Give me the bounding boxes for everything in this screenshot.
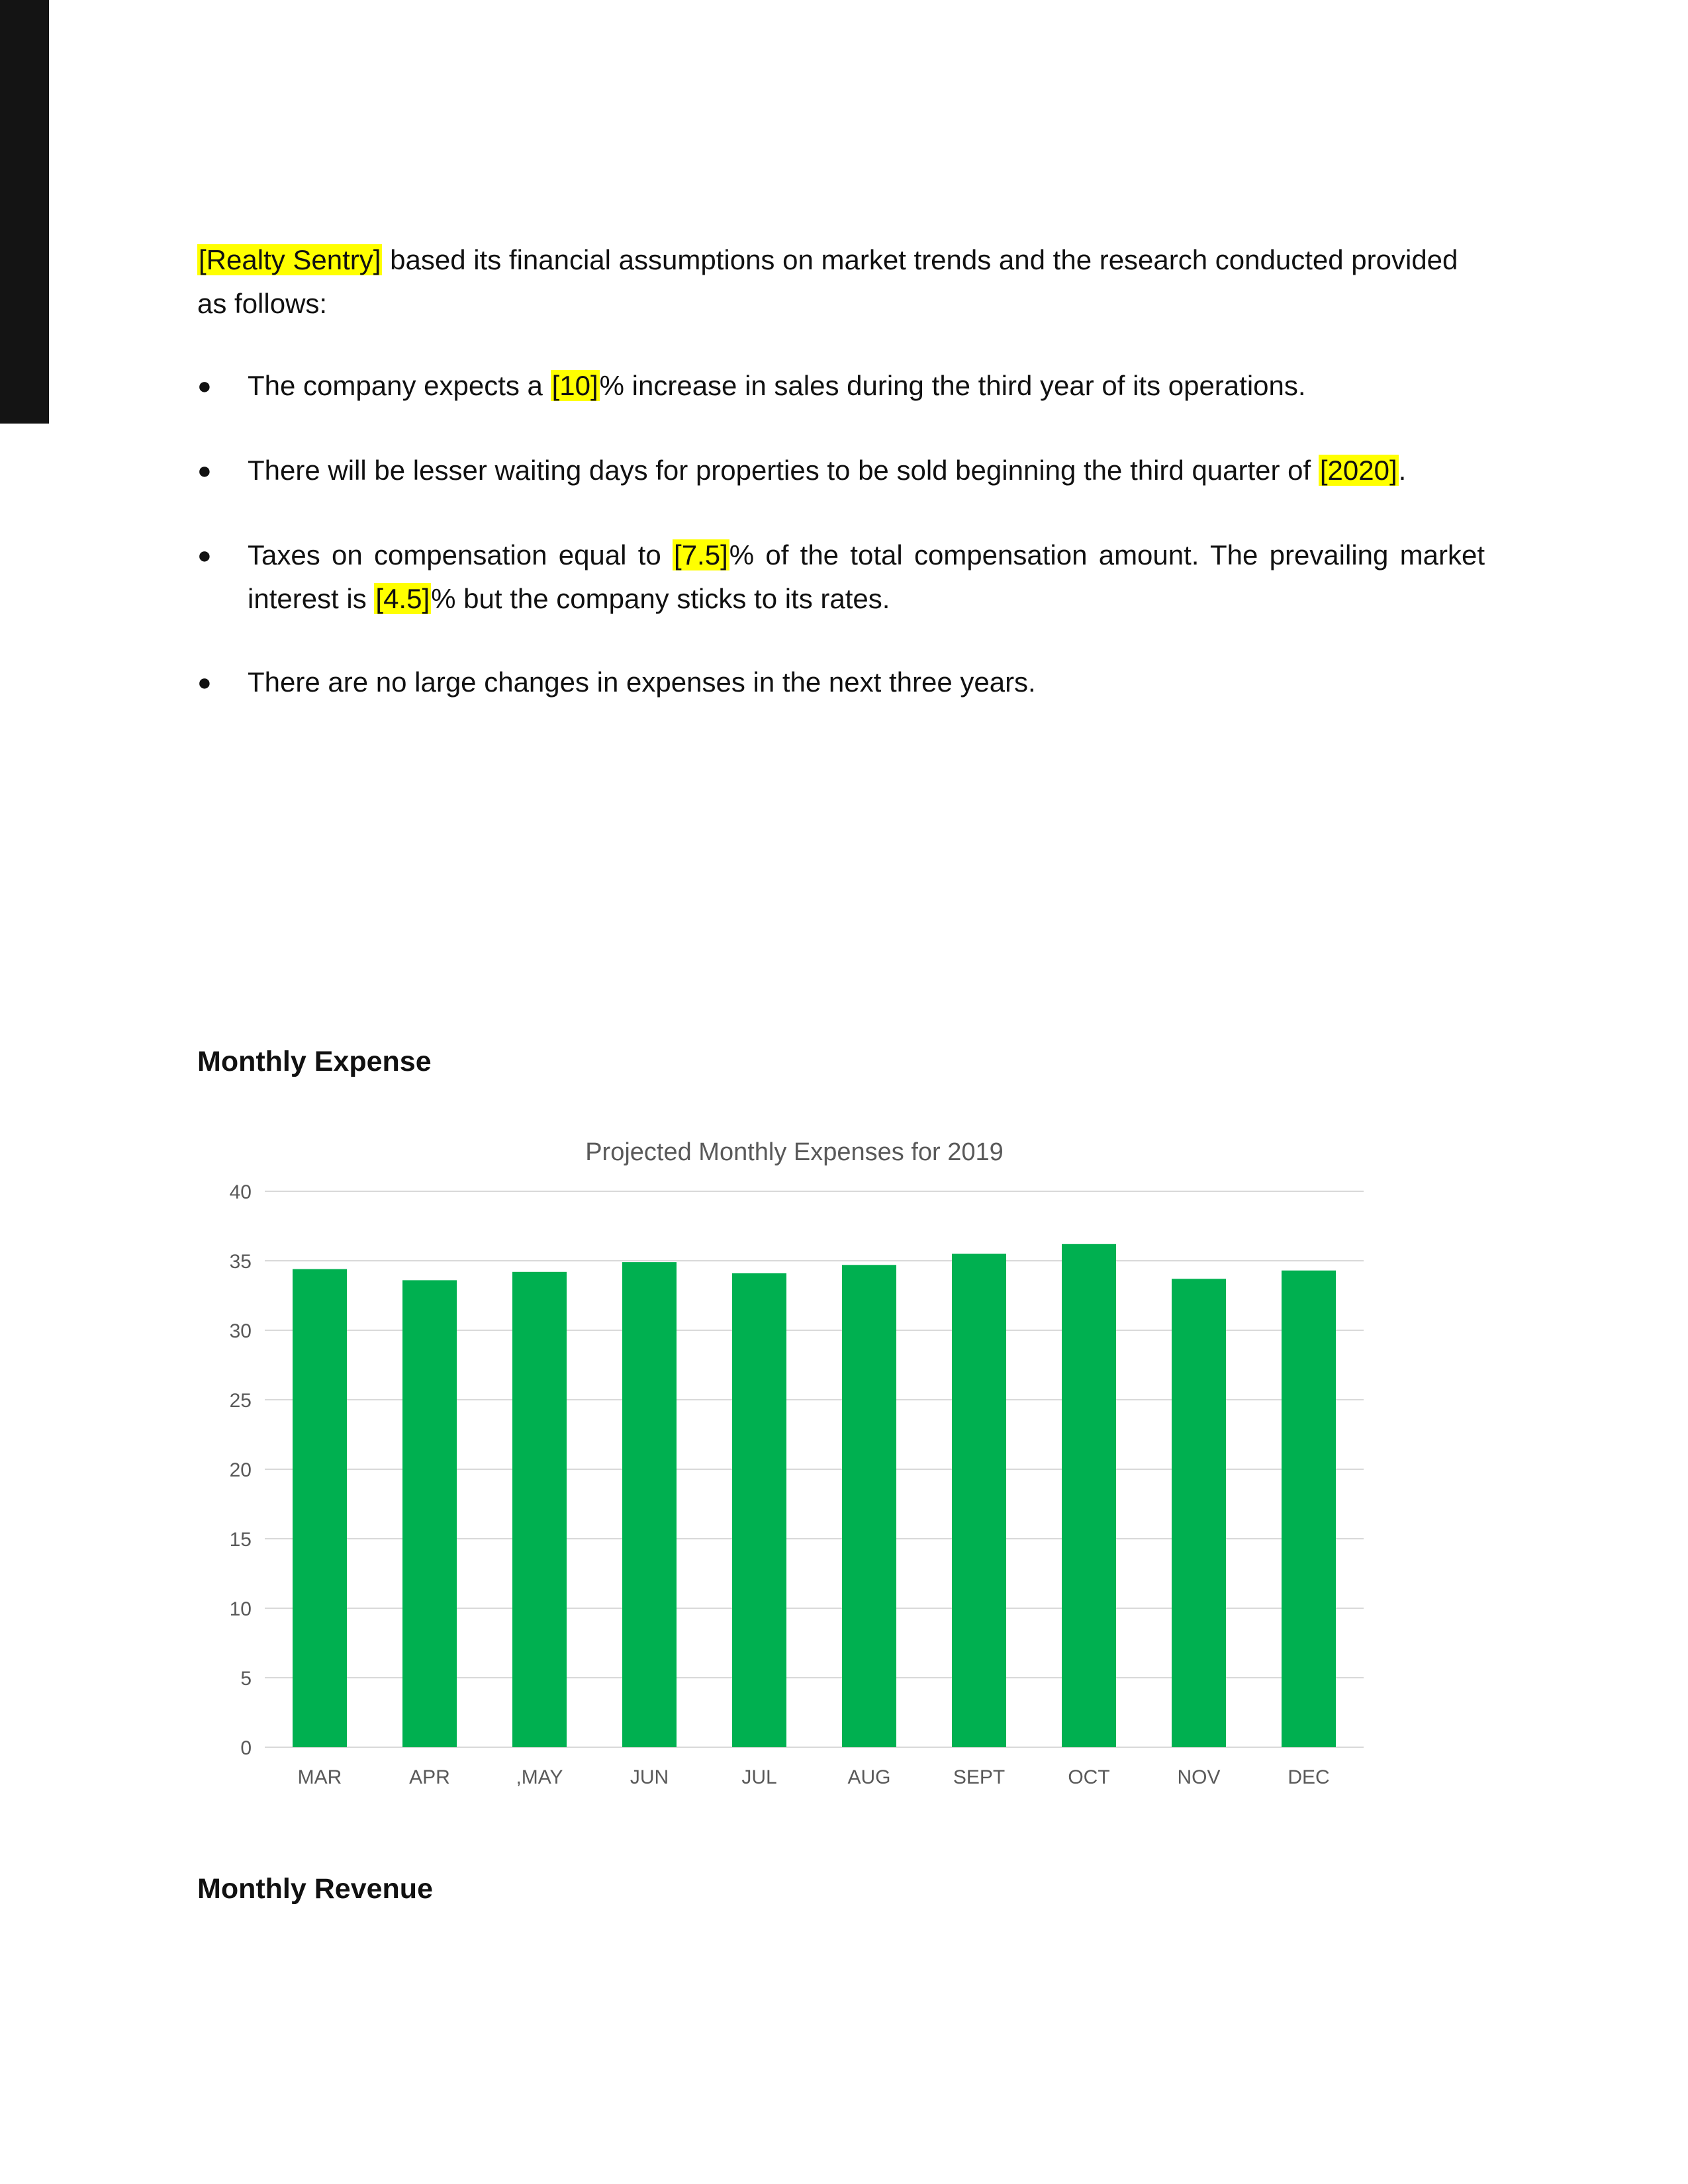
bar-sept	[952, 1254, 1006, 1748]
x-tick-label: JUN	[630, 1766, 669, 1788]
value-highlight: [10]	[551, 370, 598, 401]
monthly-revenue-heading: Monthly Revenue	[197, 1873, 433, 1905]
bar-dec	[1282, 1271, 1336, 1747]
x-tick-label: MAR	[297, 1766, 342, 1788]
x-tick-label: APR	[409, 1766, 450, 1788]
bar-mar	[293, 1269, 347, 1747]
bar-jul	[732, 1273, 786, 1747]
x-tick-label: ,MAY	[516, 1766, 563, 1788]
bar-jun	[622, 1262, 677, 1747]
bullet-dot: ●	[197, 541, 212, 569]
value-highlight: [7.5]	[674, 539, 728, 570]
x-tick-label: AUG	[847, 1766, 891, 1788]
bar-may	[512, 1272, 567, 1747]
chart-title: Projected Monthly Expenses for 2019	[585, 1138, 1004, 1166]
y-tick-label: 25	[229, 1390, 252, 1412]
y-tick-label: 15	[229, 1529, 252, 1551]
bullet-dot: ●	[197, 457, 212, 484]
monthly-expense-heading: Monthly Expense	[197, 1046, 432, 1077]
bar-aug	[842, 1265, 896, 1747]
company-name-highlight: [Realty Sentry]	[199, 244, 381, 275]
x-tick-label: JUL	[741, 1766, 777, 1788]
bullet-dot: ●	[197, 668, 212, 696]
y-tick-label: 35	[229, 1251, 252, 1273]
value-highlight: [4.5]	[375, 583, 430, 614]
y-tick-label: 5	[240, 1668, 252, 1690]
bullet-text: Taxes on compensation equal to [7.5]% of the total compensation amount. The prevailing market interest is [4.5]% but the company sticks to its rates.	[248, 539, 1485, 614]
intro-text: based its financial assumptions on market trends and the research conducted provided as follows:	[197, 244, 1458, 319]
bar-nov	[1172, 1279, 1226, 1747]
bar-apr	[402, 1280, 457, 1747]
bullet-text: There will be lesser waiting days for properties to be sold beginning the third quarter of [2020].	[248, 455, 1407, 486]
x-tick-label: NOV	[1177, 1766, 1221, 1788]
y-tick-label: 20	[229, 1459, 252, 1481]
intro-paragraph	[197, 238, 1485, 326]
bar-oct	[1062, 1244, 1116, 1747]
bullet-text: There are no large changes in expenses in the next three years.	[248, 666, 1036, 698]
y-tick-label: 40	[229, 1181, 252, 1203]
x-tick-label: OCT	[1068, 1766, 1110, 1788]
x-tick-label: SEPT	[953, 1766, 1006, 1788]
value-highlight: [2020]	[1319, 455, 1397, 486]
bullet-text: The company expects a [10]% increase in sales during the third year of its operations.	[248, 370, 1306, 401]
bullet-dot: ●	[197, 372, 212, 399]
y-tick-label: 10	[229, 1598, 252, 1620]
y-tick-label: 0	[240, 1737, 252, 1759]
page-side-bar	[0, 0, 49, 424]
expense-bar-chart	[199, 1165, 1364, 1820]
y-tick-label: 30	[229, 1320, 252, 1342]
x-tick-label: DEC	[1288, 1766, 1330, 1788]
